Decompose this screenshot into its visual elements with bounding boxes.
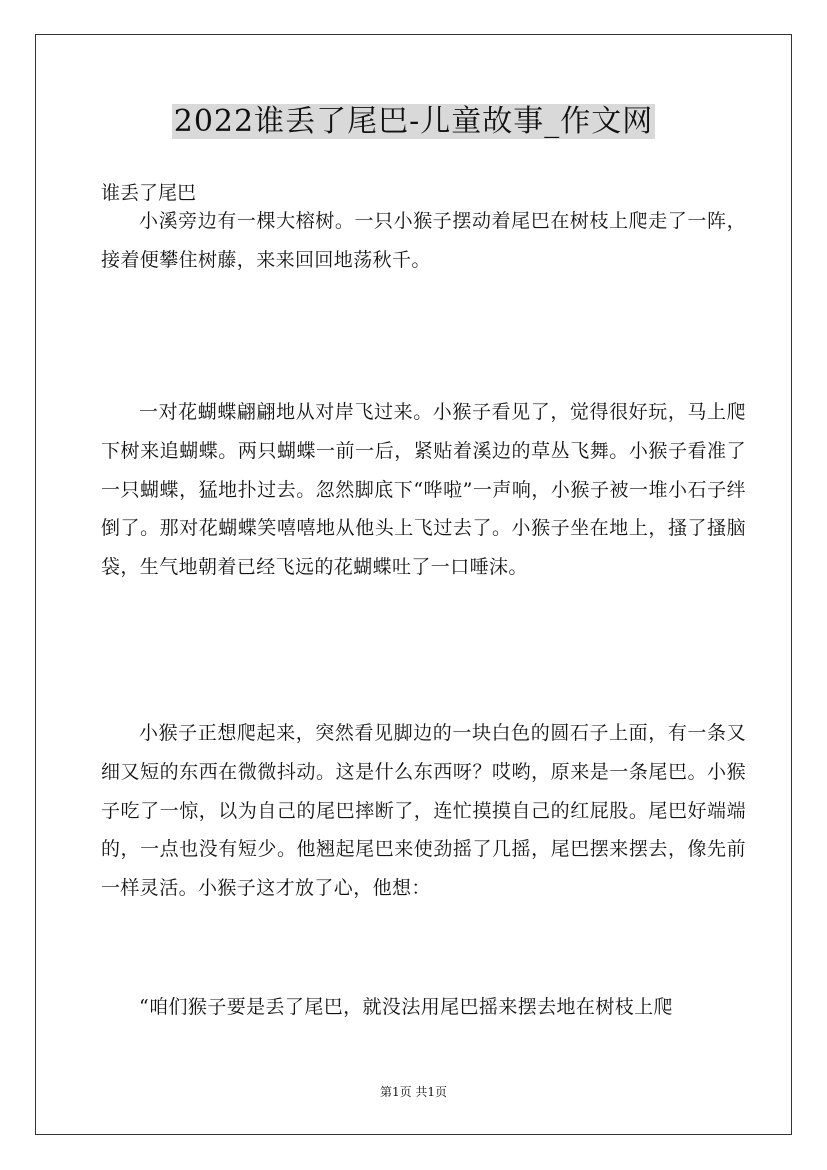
paragraph-1: 小溪旁边有一棵大榕树。一只小猴子摆动着尾巴在树枝上爬走了一阵，接着便攀住树藤，来来回回地荡秋千。 — [101, 210, 746, 271]
page-footer: 第1页 共1页 — [379, 1085, 448, 1099]
document-title-text: 2022谁丢了尾巴-儿童故事_作文网 — [173, 104, 654, 139]
paragraph-4: “咱们猴子要是丢了尾巴，就没法用尾巴摇来摆去地在树枝上爬 — [139, 996, 673, 1018]
paragraph-2: 一对花蝴蝶翩翩地从对岸飞过来。小猴子看见了，觉得很好玩，马上爬下树来追蝴蝶。两只蝴蝶一前一后，紧贴着溪边的草丛飞舞。小猴子看准了一只蝴蝶，猛地扑过去。忽然脚底下“哗啦”一声响，小猴子被一堆小石子绊倒了。那对花蝴蝶笑嘻嘻地从他头上飞过去了。小猴子坐在地上，搔了搔脑袋，生气地朝着已经飞远的花蝴蝶吐了一口唾沫。 — [101, 401, 746, 579]
paragraph-3: 小猴子正想爬起来，突然看见脚边的一块白色的圆石子上面，有一条又细又短的东西在微微抖动。这是什么东西呀？哎哟，原来是一条尾巴。小猴子吃了一惊，以为自己的尾巴摔断了，连忙摸摸自己的红屁股。尾巴好端端的，一点也没有短少。他翘起尾巴来使劲摇了几摇，尾巴摆来摆去，像先前一样灵活。小猴子这才放了心，他想： — [101, 722, 746, 900]
document-title — [0, 100, 827, 144]
story-subtitle: 谁丢了尾巴 — [101, 182, 197, 204]
